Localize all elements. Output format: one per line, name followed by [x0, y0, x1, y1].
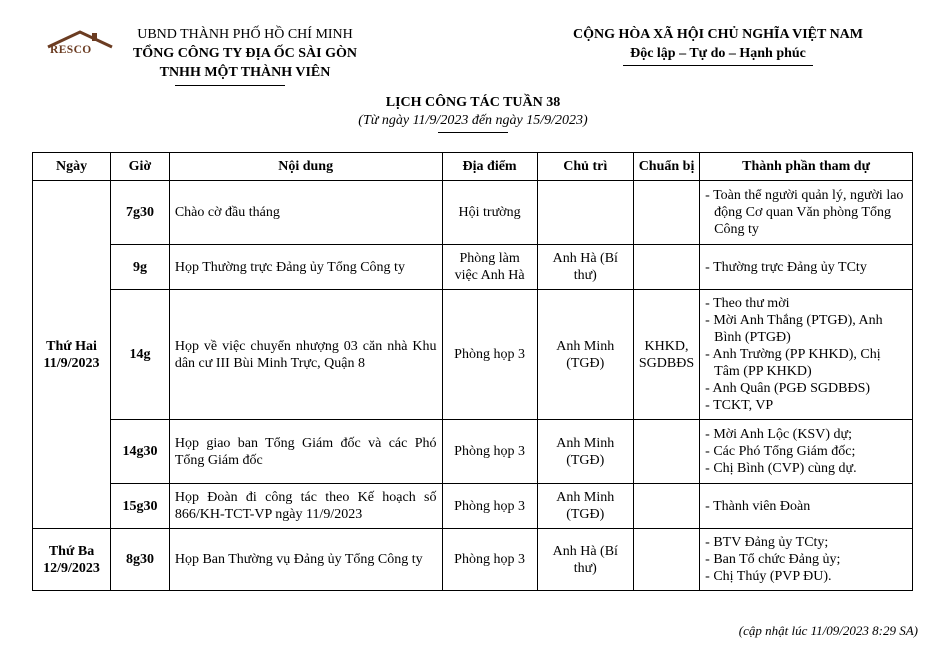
place-cell: Phòng họp 3	[442, 529, 537, 591]
host-cell: Anh Minh (TGĐ)	[537, 484, 633, 529]
host-cell: Anh Minh (TGĐ)	[537, 290, 633, 420]
table-row	[33, 245, 913, 290]
content-cell: Họp Ban Thường vụ Đảng ủy Tổng Công ty	[169, 529, 442, 591]
host-cell: Anh Hà (Bí thư)	[537, 529, 633, 591]
attendee-item: - Toàn thể người quản lý, người lao động Cơ quan Văn phòng Tổng Công ty	[705, 188, 904, 237]
attendee-item: - Mời Anh Thắng (PTGĐ), Anh Bình (PTGĐ)	[705, 313, 883, 345]
host-cell	[537, 181, 633, 245]
company-type: TNHH MỘT THÀNH VIÊN	[159, 65, 331, 80]
last-updated: (cập nhật lúc 11/09/2023 8:29 SA)	[738, 623, 918, 638]
prep-cell	[633, 420, 699, 484]
day-cell-monday	[33, 181, 111, 529]
place-cell: Hội trường	[442, 181, 537, 245]
attendee-item: - Theo thư mời	[705, 296, 790, 311]
table-row	[33, 290, 913, 420]
attendees-cell	[700, 420, 913, 484]
day-name: Thứ Hai	[46, 338, 97, 354]
time-cell: 14g	[111, 290, 170, 420]
prep-cell	[633, 529, 699, 591]
document-title: LỊCH CÔNG TÁC TUẦN 38	[385, 95, 561, 110]
attendees-cell	[700, 181, 913, 245]
resco-logo	[46, 29, 116, 63]
content-cell: Chào cờ đầu tháng	[169, 181, 442, 245]
attendee-item: - Anh Quân (PGĐ SGDBĐS)	[705, 381, 871, 396]
prep-cell	[633, 484, 699, 529]
day-date: 11/9/2023	[43, 355, 100, 371]
table-row	[33, 484, 913, 529]
attendee-item: - Mời Anh Lộc (KSV) dự;	[705, 427, 852, 442]
content-cell: Họp Thường trực Đảng ủy Tổng Công ty	[169, 245, 442, 290]
title-underline	[438, 132, 508, 133]
logo-text: RESCO	[50, 44, 92, 56]
attendees-cell	[700, 245, 913, 290]
time-cell: 8g30	[111, 529, 170, 591]
host-cell: Anh Minh (TGĐ)	[537, 420, 633, 484]
org-underline	[175, 85, 285, 86]
place-cell: Phòng họp 3	[442, 420, 537, 484]
time-cell: 15g30	[111, 484, 170, 529]
header-day: Ngày	[33, 153, 111, 181]
day-cell-tuesday	[33, 529, 111, 591]
national-header	[540, 25, 896, 66]
attendees-cell	[700, 529, 913, 591]
place-cell: Phòng họp 3	[442, 290, 537, 420]
table-row	[33, 181, 913, 245]
attendee-item: - Các Phó Tổng Giám đốc;	[705, 444, 856, 459]
place-cell: Phòng họp 3	[442, 484, 537, 529]
attendee-item: - BTV Đảng ủy TCty;	[705, 535, 829, 550]
table-row	[33, 420, 913, 484]
schedule-table	[32, 152, 913, 591]
host-cell: Anh Hà (Bí thư)	[537, 245, 633, 290]
republic-name: CỘNG HÒA XÃ HỘI CHỦ NGHĨA VIỆT NAM	[572, 27, 863, 42]
day-name: Thứ Ba	[48, 543, 95, 559]
attendee-item: - Anh Trường (PP KHKD), Chị Tâm (PP KHKD)	[705, 347, 881, 379]
document-title-block	[0, 94, 946, 133]
corporation-name: TỔNG CÔNG TY ĐỊA ỐC SÀI GÒN	[132, 46, 358, 61]
motto-underline	[623, 65, 813, 66]
prep-cell	[633, 181, 699, 245]
attendee-item: - Thường trực Đảng ủy TCty	[705, 259, 867, 275]
attendee-item: - TCKT, VP	[705, 398, 774, 413]
time-cell: 14g30	[111, 420, 170, 484]
prep-cell	[633, 245, 699, 290]
table-row	[33, 529, 913, 591]
attendee-item: - Chị Thúy (PVP ĐU).	[705, 569, 832, 584]
date-range: (Từ ngày 11/9/2023 đến ngày 15/9/2023)	[358, 113, 588, 128]
attendee-item: - Chị Bình (CVP) cùng dự.	[705, 461, 857, 476]
content-cell: Họp Đoàn đi công tác theo Kế hoạch số 866/KH-TCT-VP ngày 11/9/2023	[169, 484, 442, 529]
place-cell: Phòng làm việc Anh Hà	[442, 245, 537, 290]
attendees-cell	[700, 290, 913, 420]
prep-cell: KHKD, SGDBĐS	[633, 290, 699, 420]
attendee-item: - Ban Tổ chức Đảng ủy;	[705, 552, 841, 567]
header-time: Giờ	[111, 153, 170, 181]
day-date: 12/9/2023	[43, 560, 100, 576]
content-cell: Họp giao ban Tổng Giám đốc và các Phó Tổng Giám đốc	[169, 420, 442, 484]
header-attendees: Thành phần tham dự	[700, 153, 913, 181]
attendees-cell	[700, 484, 913, 529]
national-motto: Độc lập – Tự do – Hạnh phúc	[630, 46, 806, 61]
header-content: Nội dung	[169, 153, 442, 181]
attendee-item: - Thành viên Đoàn	[705, 498, 811, 514]
header-host: Chủ trì	[537, 153, 633, 181]
table-header-row	[33, 153, 913, 181]
time-cell: 9g	[111, 245, 170, 290]
content-cell: Họp về việc chuyển nhượng 03 căn nhà Khu dân cư III Bùi Minh Trực, Quận 8	[169, 290, 442, 420]
header-prep: Chuẩn bị	[633, 153, 699, 181]
header-place: Địa điểm	[442, 153, 537, 181]
time-cell: 7g30	[111, 181, 170, 245]
city-committee-name: UBND THÀNH PHỐ HỒ CHÍ MINH	[137, 27, 353, 42]
